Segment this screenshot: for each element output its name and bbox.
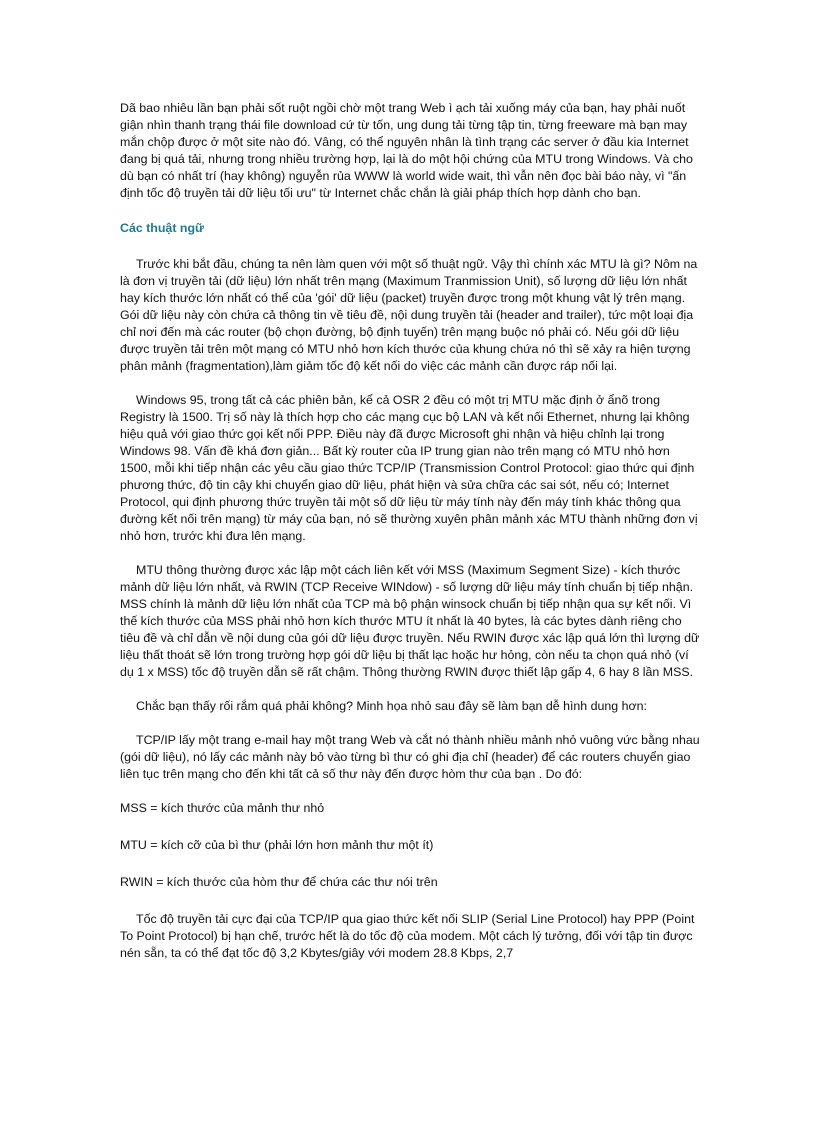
section-heading: Các thuật ngữ — [120, 221, 205, 235]
paragraph-mtu-definition: Trước khi bắt đầu, chúng ta nên làm quen với một số thuật ngữ. Vậy thì chính xác MTU là gì? Nôm na là đơn vị truyền tải (dữ liệu) lớn nhất trên mạng (Maximum Tranmission Unit), số lượng dữ liệu lớn nhất hay kích thước lớn nhất có thể của 'gói' dữ liệu (packet) truyền được trong một khung vật lý trên mạng. Gói dữ liệu này còn chứa cả thông tin về tiêu đề, nội dung truyền tải (header and trailer), tức một loại địa chỉ nơi đến mà các router (bộ chọn đường, bộ định tuyến) trên mạng buộc nó phải có. Nếu gói dữ liệu được truyền tải trên một mạng có MTU nhỏ hơn kích thước của khung chứa nó thì sẽ xảy ra hiện tượng phân mảnh (fragmentation),làm giảm tốc độ kết nối do việc các mảnh cần được ráp nối lại. — [120, 257, 698, 373]
document-page — [120, 100, 700, 979]
paragraph-mss-rwin: MTU thông thường được xác lập một cách liên kết với MSS (Maximum Segment Size) - kích thước mảnh dữ liệu lớn nhất, và RWIN (TCP Receive WINdow) - số lượng dữ liệu máy tính chuẩn bị tiếp nhận. MSS chính là mảnh dữ liệu lớn nhất của TCP mà bộ phận winsock chuẩn bị tiếp nhận qua sự kết nối. Vì thế kích thước của MSS phải nhỏ hơn kích thước MTU ít nhất là 40 bytes, là các bytes dành riêng cho tiêu đề và chỉ dẫn về nội dung của gói dữ liệu được truyền. Nếu RWIN được xác lập quá lớn thì lượng dữ liệu thất thoát sẽ lớn trong trường hợp gói dữ liệu bị thất lạc hoặc hư hỏng, còn nếu ta chọn quá nhỏ (ví dụ 1 x MSS) tốc độ truyền dẫn sẽ rất chậm. Thông thường RWIN được thiết lập gấp 4, 6 hay 8 lần MSS. — [120, 563, 700, 679]
paragraph-windows95: Windows 95, trong tất cả các phiên bản, kể cả OSR 2 đều có một trị MTU mặc định ở ẩnõ trong Registry là 1500. Trị số này là thích hợp cho các mạng cục bộ LAN và kết nối Ethernet, nhưng lại không hiệu quả với giao thức gọi kết nối PPP. Điều này đã được Microsoft ghi nhận và hiệu chỉnh lại trong Windows 98. Vấn đề khá đơn giản... Bất kỳ router của IP trung gian nào trên mạng có MTU nhỏ hơn 1500, mỗi khi tiếp nhận các yêu cầu giao thức TCP/IP (Transmission Control Protocol: giao thức qui định phương thức, độ tin cậy khi chuyển giao dữ liệu, phát hiện và sửa chữa các sai sót, nếu có; Internet Protocol, qui định phương thức truyền tải một số dữ liệu từ máy tính này đến máy tính khác thông qua đường kết nối trên mạng) từ máy của bạn, nó sẽ thường xuyên phân mảnh xác MTU thành những đơn vị nhỏ hơn, trước khi đưa lên mạng. — [120, 393, 698, 543]
definition-mtu: MTU = kích cỡ của bì thư (phải lớn hơn mảnh thư một ít) — [120, 838, 434, 852]
definition-rwin: RWIN = kích thước của hòm thư để chứa các thư nói trên — [120, 875, 438, 889]
paragraph-max-speed: Tốc độ truyền tải cực đại của TCP/IP qua giao thức kết nối SLIP (Serial Line Protocol) hay PPP (Point To Point Protocol) bị hạn chế, trước hết là do tốc độ của modem. Một cách lý tưởng, đối với tập tin được nén sẵn, ta có thể đạt tốc độ 3,2 Kbytes/giây với modem 28.8 Kbps, 2,7 — [120, 912, 695, 960]
intro-paragraph: Dã bao nhiêu lần bạn phải sốt ruột ngồi chờ một trang Web ì ạch tải xuống máy của bạn, hay phải nuốt giận nhìn thanh trạng thái file download cứ từ tốn, ung dung tải từng tập tin, từng freeware mà bạn may mắn chộp được ở một site nào đó. Vâng, có thể nguyên nhân là tình trạng các server ở đầu kia Internet đang bị quá tải, nhưng trong nhiều trường hợp, lại là do một hội chứng của MTU trong Windows. Và cho dù bạn có nhất trí (hay không) nguyễn rủa WWW là world wide wait, thì vẫn nên đọc bài báo này, vì "ấn định tốc độ truyền tải dữ liệu tối ưu" từ Internet chắc chắn là giải pháp thích hợp dành cho bạn. — [120, 101, 693, 200]
definition-mss: MSS = kích thước của mảnh thư nhỏ — [120, 801, 325, 815]
paragraph-tcpip-analogy: TCP/IP lấy một trang e-mail hay một trang Web và cắt nó thành nhiều mảnh nhỏ vuông vức bằng nhau (gói dữ liệu), nó lấy các mảnh này bỏ vào từng bì thư có ghi địa chỉ (header) để các routers chuyển giao liên tục trên mạng cho đến khi tất cả số thư này đến được hòm thư của bạn . Do đó: — [120, 733, 700, 781]
paragraph-illustration-intro: Chắc bạn thấy rối rắm quá phải không? Minh họa nhỏ sau đây sẽ làm bạn dễ hình dung hơn: — [136, 699, 647, 713]
